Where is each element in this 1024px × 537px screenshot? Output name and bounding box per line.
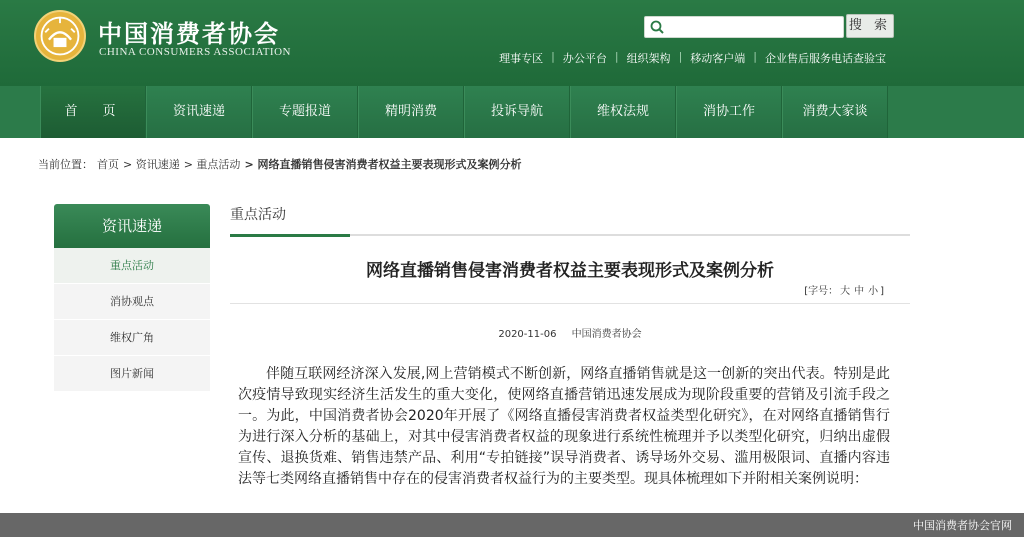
article-divider xyxy=(230,303,910,304)
watermark-bar xyxy=(0,513,1024,537)
nav-news[interactable]: 资讯速递 xyxy=(146,86,252,138)
top-links xyxy=(491,50,894,66)
article-title: 网络直播销售侵害消费者权益主要表现形式及案例分析 xyxy=(366,261,774,281)
nav-home[interactable]: 首 页 xyxy=(40,86,146,138)
watermark-text: 中国消费者协会官网 xyxy=(913,519,1012,532)
nav-rights-law[interactable]: 维权法规 xyxy=(570,86,676,138)
article-meta xyxy=(230,325,910,340)
section-title: 重点活动 xyxy=(230,207,286,223)
top-link-office[interactable]: 办公平台 xyxy=(562,52,607,65)
separator: | xyxy=(551,50,555,63)
breadcrumb-home[interactable]: 首页 xyxy=(97,158,119,171)
font-size-medium[interactable]: 中 xyxy=(854,286,865,297)
sidebar-item-rights[interactable]: 维权广角 xyxy=(54,320,210,356)
font-size-large[interactable]: 大 xyxy=(840,286,851,297)
separator: | xyxy=(614,50,619,63)
top-link-council[interactable]: 理事专区 xyxy=(499,52,544,65)
article-body: 伴随互联网经济深入发展,网上营销模式不断创新，网络直播销售就是这一创新的突出代表。特别是此次疫情导致现实经济生活发生的重大变化，使网络直播营销迅速发展成为现阶段重要的营销及引流手段之一。为此，中国消费者协会2020年开展了《网络直播侵害消费者权益类型化研究》，在对网络直播销售行为进行深入分析的基础上，对其中侵害消费者权益的现象进行系统性梳理并予以类型化研究，归纳出虚假宣传、退换货难、销售违禁产品、利用“专拍链接”误导消费者、诱导场外交易、滥用极限词、直播内容违法等七类网络直播销售中存在的侵害消费者权益行为的主要类型。现具体梳理如下并附相关案例说明： xyxy=(238,366,890,487)
separator: | xyxy=(678,50,683,63)
sidebar-item-photo-news[interactable]: 图片新闻 xyxy=(54,356,210,392)
top-link-organization[interactable]: 组织架构 xyxy=(626,52,671,65)
brand-name-cn: 中国消费者协会 xyxy=(98,20,280,48)
search-icon xyxy=(650,20,664,34)
sidebar-item-viewpoints[interactable]: 消协观点 xyxy=(54,284,210,320)
top-link-mobile[interactable]: 移动客户端 xyxy=(690,52,746,65)
sidebar xyxy=(54,204,210,392)
brand-name-en: CHINA CONSUMERS ASSOCIATION xyxy=(99,46,291,58)
breadcrumb xyxy=(38,156,521,172)
font-size-prefix: [字号： xyxy=(804,286,839,297)
site-header xyxy=(0,0,1024,86)
article-source: 中国消费者协会 xyxy=(571,329,642,340)
article-date: 2020-11-06 xyxy=(498,329,557,340)
search-input[interactable] xyxy=(669,18,841,36)
breadcrumb-news[interactable]: > 资讯速递 xyxy=(123,158,180,171)
nav-consumer-talk[interactable]: 消费大家谈 xyxy=(782,86,888,138)
nav-special[interactable]: 专题报道 xyxy=(252,86,358,138)
sidebar-title: 资讯速递 xyxy=(54,204,210,248)
breadcrumb-prefix: 当前位置： xyxy=(38,158,93,171)
font-size-switcher xyxy=(804,282,884,297)
search-button[interactable]: 搜 索 xyxy=(846,14,894,38)
section-divider xyxy=(230,234,910,236)
font-size-small[interactable]: 小 xyxy=(868,286,879,297)
separator: | xyxy=(753,50,757,63)
breadcrumb-key-events[interactable]: > 重点活动 xyxy=(183,158,241,171)
top-link-service-check[interactable]: 企业售后服务电话查验宝 xyxy=(765,52,886,65)
nav-association-work[interactable]: 消协工作 xyxy=(676,86,782,138)
section-divider-accent xyxy=(230,234,350,237)
sidebar-item-key-events[interactable]: 重点活动 xyxy=(54,248,210,284)
logo-icon[interactable] xyxy=(34,10,86,62)
nav-smart-consumption[interactable]: 精明消费 xyxy=(358,86,464,138)
font-size-suffix: ] xyxy=(880,286,884,297)
main-nav xyxy=(0,86,1024,138)
search-box xyxy=(644,16,844,38)
breadcrumb-current: > 网络直播销售侵害消费者权益主要表现形式及案例分析 xyxy=(244,158,522,171)
nav-complaint-guide[interactable]: 投诉导航 xyxy=(464,86,570,138)
